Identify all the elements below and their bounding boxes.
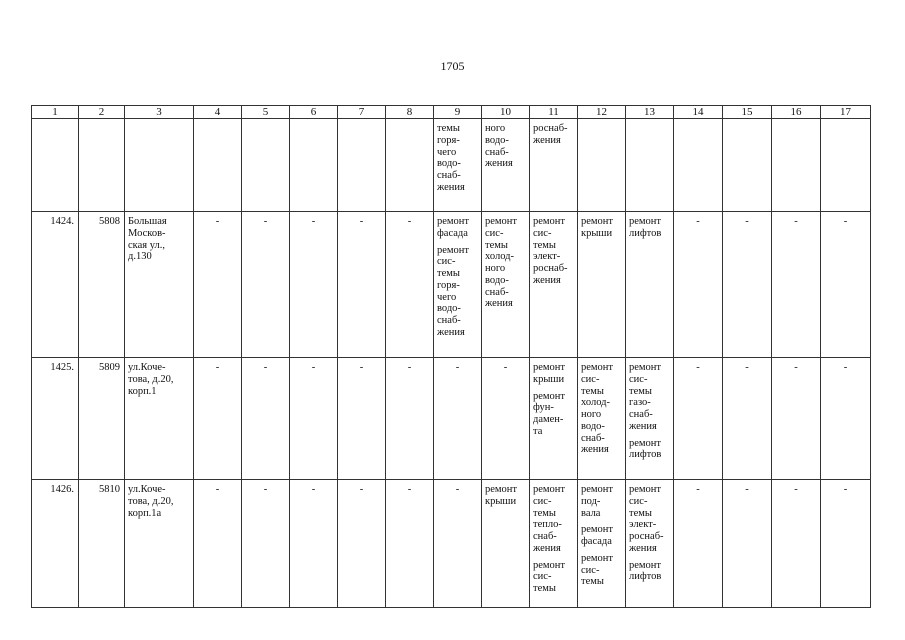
cell-text: ремонт сис- темы холод- ного водо- снаб- жения	[581, 362, 614, 456]
cell-text: 1424.	[50, 216, 74, 227]
cell-text: ремонт под- вала	[581, 484, 614, 519]
column-number-cell: 11	[530, 106, 578, 119]
table-cell	[79, 358, 125, 480]
table-cell	[434, 480, 482, 608]
table-cell	[821, 358, 871, 480]
cell-text: -	[503, 362, 508, 373]
cell-text: -	[745, 362, 749, 373]
table-cell	[626, 119, 674, 212]
cell-text: -	[407, 216, 412, 227]
table-cell	[194, 119, 242, 212]
table-cell	[723, 119, 772, 212]
table-cell	[482, 119, 530, 212]
cell-text: -	[359, 362, 364, 373]
table-cell	[578, 119, 626, 212]
table-cell	[242, 358, 290, 480]
cell-text: -	[696, 362, 700, 373]
table-cell	[578, 480, 626, 608]
column-number-cell: 6	[290, 106, 338, 119]
table-cell	[772, 480, 821, 608]
table-cell	[578, 212, 626, 358]
cell-text: ремонт сис- темы	[581, 552, 614, 588]
table-cell	[626, 358, 674, 480]
table-row	[32, 212, 871, 358]
register-table	[31, 105, 871, 608]
cell-text: ул.Коче- това, д.20, корп.1а	[128, 484, 174, 519]
table-cell	[626, 480, 674, 608]
cell-text: ремонт сис- темы элект- роснаб- жения	[629, 484, 664, 554]
table-cell	[79, 480, 125, 608]
column-number-cell: 14	[674, 106, 723, 119]
cell-text: ремонт сис- темы холод- ного водо- снаб- жения	[485, 216, 518, 310]
table-cell	[290, 119, 338, 212]
cell-text: -	[696, 484, 700, 495]
cell-text: -	[745, 484, 749, 495]
table-cell	[821, 119, 871, 212]
table-cell	[194, 480, 242, 608]
table-cell	[674, 119, 723, 212]
table-cell	[674, 480, 723, 608]
cell-text: роснаб- жения	[533, 123, 568, 146]
cell-text: -	[455, 484, 460, 495]
column-number-cell: 3	[125, 106, 194, 119]
cell-text: 5808	[99, 216, 120, 227]
cell-text: -	[311, 362, 316, 373]
table-cell	[338, 480, 386, 608]
cell-text: ремонт сис- темы тепло- снаб- жения	[533, 484, 566, 554]
cell-text: ремонт крыши	[485, 484, 518, 507]
table-cell	[125, 119, 194, 212]
cell-text: -	[359, 484, 364, 495]
table-cell	[242, 119, 290, 212]
table-cell	[434, 212, 482, 358]
cell-text: ремонт сис- темы элект- роснаб- жения	[533, 216, 568, 286]
table-cell	[386, 212, 434, 358]
column-number-cell: 10	[482, 106, 530, 119]
cell-text: -	[794, 484, 798, 495]
cell-text: -	[407, 362, 412, 373]
cell-text: -	[311, 484, 316, 495]
column-number-cell: 5	[242, 106, 290, 119]
cell-text: -	[696, 216, 700, 227]
table-cell	[626, 212, 674, 358]
cell-text: ремонт фасада	[437, 216, 470, 239]
cell-text: ремонт лифтов	[629, 216, 662, 239]
cell-text: -	[794, 216, 798, 227]
column-number-cell: 1	[32, 106, 79, 119]
cell-text: 5810	[99, 484, 120, 495]
column-number-cell: 16	[772, 106, 821, 119]
cell-text: ремонт лифтов	[629, 559, 662, 583]
cell-text: -	[745, 216, 749, 227]
column-number-cell: 2	[79, 106, 125, 119]
table-cell	[674, 212, 723, 358]
cell-text: -	[843, 484, 848, 495]
table-cell	[79, 119, 125, 212]
table-cell	[723, 480, 772, 608]
cell-text: -	[794, 362, 798, 373]
table-cell	[674, 358, 723, 480]
cell-text: -	[843, 216, 848, 227]
cell-text: ремонт сис- темы горя- чего водо- снаб- жения	[437, 244, 470, 338]
cell-text: -	[215, 362, 220, 373]
table-cell	[482, 358, 530, 480]
table-cell	[386, 480, 434, 608]
cell-text: 5809	[99, 362, 120, 373]
table-cell	[386, 119, 434, 212]
table-cell	[530, 212, 578, 358]
table-cell	[530, 480, 578, 608]
table-cell	[821, 480, 871, 608]
table-cell	[290, 358, 338, 480]
table-row	[32, 119, 871, 212]
table-cell	[482, 480, 530, 608]
table-cell	[434, 358, 482, 480]
cell-text: ремонт фасада	[581, 524, 614, 547]
table-cell	[32, 119, 79, 212]
table-cell	[482, 212, 530, 358]
table-cell	[32, 480, 79, 608]
table-cell	[386, 358, 434, 480]
column-number-cell: 12	[578, 106, 626, 119]
table-cell	[125, 480, 194, 608]
table-cell	[772, 358, 821, 480]
column-number-cell: 15	[723, 106, 772, 119]
table-cell	[290, 480, 338, 608]
cell-text: -	[215, 484, 220, 495]
table-cell	[194, 212, 242, 358]
cell-text: ремонт сис- темы	[533, 559, 566, 594]
table-cell	[125, 212, 194, 358]
table-cell	[821, 212, 871, 358]
table-cell	[79, 212, 125, 358]
table-cell	[125, 358, 194, 480]
column-number-cell: 17	[821, 106, 871, 119]
table-row	[32, 358, 871, 480]
table-cell	[194, 358, 242, 480]
column-number-cell: 13	[626, 106, 674, 119]
table-cell	[434, 119, 482, 212]
table-cell	[530, 358, 578, 480]
cell-text: ремонт крыши	[533, 362, 566, 385]
cell-text: ремонт лифтов	[629, 437, 662, 461]
cell-text: -	[263, 484, 268, 495]
table-row	[32, 480, 871, 608]
table-cell	[338, 212, 386, 358]
table-cell	[530, 119, 578, 212]
table-cell	[723, 212, 772, 358]
table-cell	[772, 212, 821, 358]
table-cell	[772, 119, 821, 212]
column-number-cell: 9	[434, 106, 482, 119]
table-cell	[242, 480, 290, 608]
cell-text: -	[359, 216, 364, 227]
cell-text: -	[407, 484, 412, 495]
cell-text: -	[311, 216, 316, 227]
table-cell	[32, 358, 79, 480]
cell-text: ремонт фун- дамен- та	[533, 390, 566, 437]
cell-text: -	[263, 362, 268, 373]
table-cell	[32, 212, 79, 358]
column-number-row	[32, 106, 871, 119]
cell-text: -	[263, 216, 268, 227]
cell-text: ремонт крыши	[581, 216, 614, 239]
cell-text: ул.Коче- това, д.20, корп.1	[128, 362, 174, 397]
column-number-cell: 4	[194, 106, 242, 119]
column-number-cell: 7	[338, 106, 386, 119]
column-number-cell: 8	[386, 106, 434, 119]
cell-text: Большая Москов- ская ул., д.130	[128, 216, 167, 263]
table-cell	[242, 212, 290, 358]
cell-text: темы горя- чего водо- снаб- жения	[437, 123, 465, 193]
cell-text: -	[843, 362, 848, 373]
table-cell	[723, 358, 772, 480]
cell-text: -	[455, 362, 460, 373]
table-cell	[578, 358, 626, 480]
table-cell	[338, 358, 386, 480]
table-cell	[290, 212, 338, 358]
cell-text: -	[215, 216, 220, 227]
cell-text: ремонт сис- темы газо- снаб- жения	[629, 362, 662, 432]
cell-text: ного водо- снаб- жения	[485, 123, 513, 170]
cell-text: 1426.	[50, 484, 74, 495]
cell-text: 1425.	[50, 362, 74, 373]
table-cell	[338, 119, 386, 212]
page-number: 1705	[440, 59, 465, 73]
